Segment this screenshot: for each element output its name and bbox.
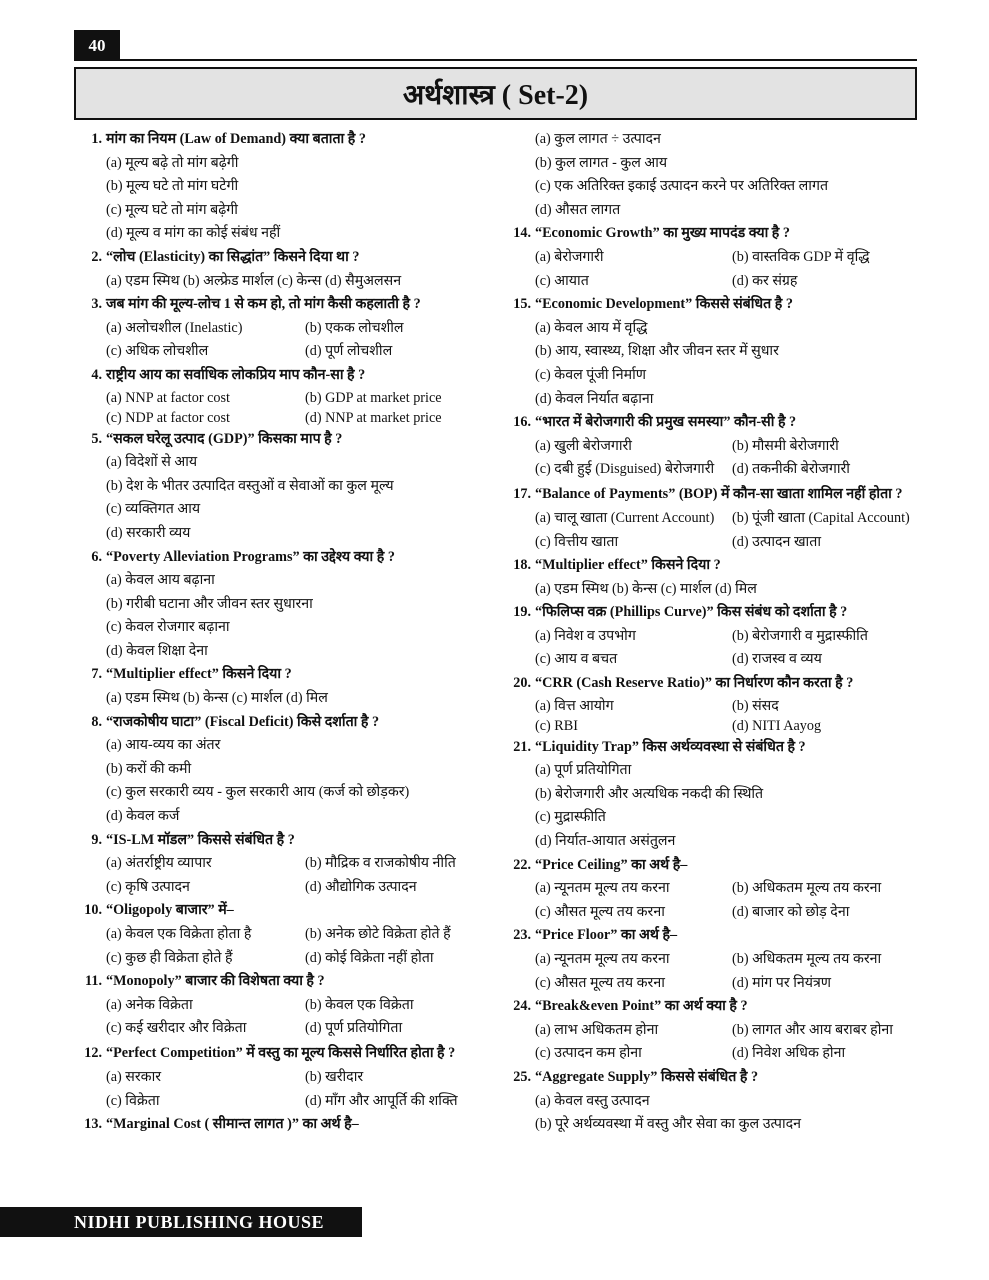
option-d: (d) माँग और आपूर्ति की शक्ति: [305, 1092, 458, 1109]
question-number: 19.: [513, 604, 531, 621]
option-d: (d) कोई विक्रेता नहीं होता: [305, 949, 434, 966]
option-pair: [76, 1066, 494, 1090]
option-b: (b) खरीदार: [305, 1068, 364, 1085]
option-pair: [76, 317, 494, 341]
question-text: “भारत में बेरोजगारी की प्रमुख समस्या” कौन-सी है ?: [535, 414, 797, 431]
question-15: [505, 293, 917, 317]
option-a: (a) न्यूनतम मूल्य तय करना: [535, 880, 670, 897]
question-13: [76, 1113, 494, 1137]
option-b: (b) वास्तविक GDP में वृद्धि: [732, 248, 870, 265]
option-pair: [76, 923, 494, 947]
option-a: (a) न्यूनतम मूल्य तय करना: [535, 951, 670, 967]
option-a: (a) NNP at factor cost: [106, 389, 230, 406]
question-number: 23.: [513, 927, 531, 944]
option-a: (a) बेरोजगारी: [535, 248, 604, 265]
question-text: “सकल घरेलू उत्पाद (GDP)” किसका माप है ?: [106, 430, 343, 447]
option-c: (c) दबी हुई (Disguised) बेरोजगारी: [535, 461, 715, 478]
options-inline: (a) एडम स्मिथ (b) केन्स (c) मार्शल (d) मिल: [106, 690, 328, 707]
question-2: [76, 246, 494, 270]
option-b: (b) मौद्रिक व राजकोषीय नीति: [305, 855, 456, 872]
option-a: (a) केवल एक विक्रेता होता है: [106, 926, 252, 942]
question-text: “Monopoly” बाजार की विशेषता क्या है ?: [106, 973, 325, 990]
option-a: (a) आय-व्यय का अंतर: [106, 737, 221, 754]
option-a: (a) केवल वस्तु उत्पादन: [535, 1092, 650, 1109]
option-d: (d) औसत लागत: [535, 201, 621, 218]
question-text: “Economic Development” किससे संबंधित है ?: [535, 296, 793, 313]
option-a: (a) केवल आय बढ़ाना: [106, 572, 215, 589]
option-b: (b) करों की कमी: [106, 760, 192, 777]
question-7: [76, 663, 494, 687]
question-19: [505, 601, 917, 625]
option-pair: [505, 716, 917, 736]
option-b: (b) पूंजी खाता (Capital Account): [732, 509, 910, 526]
question-number: 1.: [91, 131, 102, 147]
question-number: 16.: [513, 414, 531, 431]
option-a: (a) निवेश व उपभोग: [535, 627, 636, 644]
option-pair: [505, 246, 917, 270]
option-d: (d) औद्योगिक उत्पादन: [305, 878, 417, 895]
question-text: “Oligopoly बाजार” में–: [106, 902, 234, 919]
question-4: [76, 364, 494, 388]
question-text: “Poverty Alleviation Programs” का उद्देश्य क्या है ?: [106, 548, 395, 565]
option-c: (c) औसत मूल्य तय करना: [535, 974, 665, 991]
question-number: 17.: [513, 485, 531, 502]
option-pair: [505, 877, 917, 901]
option-pair: [505, 507, 917, 531]
option-d: (d) NNP at market price: [305, 409, 442, 426]
option-pair: [76, 340, 494, 364]
option-a: (a) अंतर्राष्ट्रीय व्यापार: [106, 855, 212, 872]
publisher-footer: NIDHI PUBLISHING HOUSE: [0, 1207, 362, 1237]
option-pair: [76, 388, 494, 408]
question-text: राष्ट्रीय आय का सर्वाधिक लोकप्रिय माप कौन-सा है ?: [106, 366, 366, 383]
question-16: [505, 411, 917, 435]
question-text: “Aggregate Supply” किससे संबंधित है ?: [535, 1068, 759, 1085]
question-number: 25.: [513, 1068, 531, 1085]
option-c: (c) कुल सरकारी व्यय - कुल सरकारी आय (कर्ज को छोड़कर): [106, 784, 410, 801]
option-c: (c) विक्रेता: [106, 1092, 160, 1109]
option-b: (b) पूरे अर्थव्यवस्था में वस्तु और सेवा का कुल उत्पादन: [535, 1116, 802, 1133]
question-number: 3.: [91, 296, 102, 313]
option-d: (d) सरकारी व्यय: [106, 524, 191, 541]
option-b: (b) बेरोजगारी और अत्यधिक नकदी की स्थिति: [535, 785, 764, 802]
page-title: अर्थशास्त्र ( Set-2): [402, 79, 589, 111]
question-number: 8.: [91, 713, 102, 730]
question-number: 15.: [513, 296, 531, 313]
option-a: (a) मूल्य बढ़े तो मांग बढ़ेगी: [106, 154, 239, 171]
option-b: (b) GDP at market price: [305, 389, 442, 406]
top-rule: [74, 59, 917, 61]
option-b: (b) गरीबी घटाना और जीवन स्तर सुधारना: [106, 595, 313, 612]
question-number: 24.: [513, 998, 531, 1015]
option-pair: [505, 435, 917, 459]
option-pair: [505, 972, 917, 996]
option-a: (a) वित्त आयोग: [535, 697, 614, 714]
option-pair: [505, 531, 917, 555]
question-18: [505, 554, 917, 578]
option-d: (d) पूर्ण लोचशील: [305, 343, 393, 360]
question-22: [505, 854, 917, 878]
question-11: [76, 970, 494, 994]
option-pair: [505, 1019, 917, 1043]
option-b: (b) लागत और आय बराबर होना: [732, 1021, 893, 1038]
option-a: (a) अनेक विक्रेता: [106, 996, 193, 1013]
option-d: (d) केवल निर्यात बढ़ाना: [535, 390, 654, 407]
option-c: (c) RBI: [535, 717, 578, 734]
option-b: (b) देश के भीतर उत्पादित वस्तुओं व सेवाओं का कुल मूल्य: [106, 477, 394, 494]
option-d: (d) तकनीकी बेरोजगारी: [732, 461, 850, 478]
option-b: (b) आय, स्वास्थ्य, शिक्षा और जीवन स्तर में सुधार: [535, 343, 779, 360]
option-d: (d) केवल कर्ज: [106, 808, 180, 825]
option-c: (c) आयात: [535, 272, 589, 289]
option-c: (c) केवल पूंजी निर्माण: [535, 366, 647, 383]
question-number: 22.: [513, 856, 531, 873]
question-text: “Perfect Competition” में वस्तु का मूल्य किससे निर्धारित होता है ?: [106, 1044, 456, 1061]
question-number: 7.: [91, 666, 102, 683]
question-text: “Price Floor” का अर्थ है–: [535, 927, 678, 944]
option-b: (b) अधिकतम मूल्य तय करना: [732, 951, 882, 967]
option-d: (d) मांग पर नियंत्रण: [732, 974, 832, 991]
option-c: (c) कुछ ही विक्रेता होते हैं: [106, 949, 233, 966]
question-8: [76, 711, 494, 735]
option-a: (a) लाभ अधिकतम होना: [535, 1021, 659, 1038]
option-c: (c) उत्पादन कम होना: [535, 1045, 642, 1062]
question-text: मांग का नियम (Law of Demand) क्या बताता है ?: [106, 131, 366, 147]
question-25: [505, 1066, 917, 1090]
question-text: “Break&even Point” का अर्थ क्या है ?: [535, 998, 748, 1015]
option-d: (d) उत्पादन खाता: [732, 533, 821, 550]
question-number: 12.: [84, 1044, 102, 1061]
option-d: (d) मूल्य व मांग का कोई संबंध नहीं: [106, 225, 281, 242]
option-a: (a) पूर्ण प्रतियोगिता: [535, 762, 632, 779]
question-10: [76, 899, 494, 923]
question-number: 5.: [91, 430, 102, 447]
option-b: (b) कुल लागत - कुल आय: [535, 154, 668, 171]
option-b: (b) केवल एक विक्रेता: [305, 996, 414, 1013]
option-d: (d) निवेश अधिक होना: [732, 1045, 846, 1062]
option-d: (d) केवल शिक्षा देना: [106, 642, 208, 659]
option-c: (c) औसत मूल्य तय करना: [535, 903, 665, 920]
question-text: “Marginal Cost ( सीमान्त लागत )” का अर्थ है–: [106, 1116, 359, 1133]
options-inline: (a) एडम स्मिथ (b) केन्स (c) मार्शल (d) मिल: [535, 580, 757, 597]
option-pair: [76, 1090, 494, 1114]
option-pair: [76, 1017, 494, 1041]
question-text: “Multiplier effect” किसने दिया ?: [106, 666, 292, 683]
question-1: [76, 128, 494, 152]
option-b: (b) मौसमी बेरोजगारी: [732, 437, 839, 454]
question-24: [505, 995, 917, 1019]
question-text: “Balance of Payments” (BOP) में कौन-सा खाता शामिल नहीं होता ?: [535, 485, 903, 502]
option-c: (c) व्यक्तिगत आय: [106, 501, 201, 518]
option-a: (a) कुल लागत ÷ उत्पादन: [535, 131, 661, 147]
question-14: [505, 222, 917, 246]
option-b: (b) मूल्य घटे तो मांग घटेगी: [106, 178, 239, 195]
option-b: (b) बेरोजगारी व मुद्रास्फीति: [732, 627, 868, 644]
option-d: (d) राजस्व व व्यय: [732, 651, 822, 668]
question-text: “राजकोषीय घाटा” (Fiscal Deficit) किसे दर्शाता है ?: [106, 713, 380, 730]
option-pair: [505, 270, 917, 294]
option-d: (d) बाजार को छोड़ देना: [732, 903, 850, 920]
question-number: 18.: [513, 557, 531, 574]
question-3: [76, 293, 494, 317]
option-b: (b) एकक लोचशील: [305, 319, 404, 336]
question-number: 9.: [91, 831, 102, 848]
option-c: (c) NDP at factor cost: [106, 409, 230, 426]
option-pair: [505, 948, 917, 972]
question-21: [505, 736, 917, 760]
question-23: [505, 924, 917, 948]
option-pair: [505, 696, 917, 716]
option-a: (a) खुली बेरोजगारी: [535, 437, 632, 454]
option-c: (c) केवल रोजगार बढ़ाना: [106, 619, 230, 636]
question-9: [76, 829, 494, 853]
question-number: 14.: [513, 225, 531, 242]
question-20: [505, 672, 917, 696]
left-column: [76, 128, 494, 1137]
option-d: (d) कर संग्रह: [732, 272, 798, 289]
question-text: “IS-LM मॉडल” किससे संबंधित है ?: [106, 831, 295, 848]
option-c: (c) आय व बचत: [535, 651, 618, 668]
option-c: (c) एक अतिरिक्त इकाई उत्पादन करने पर अतिरिक्त लागत: [535, 178, 829, 195]
option-a: (a) अलोचशील (Inelastic): [106, 319, 243, 336]
option-pair: [76, 852, 494, 876]
question-number: 10.: [84, 902, 102, 919]
question-17: [505, 482, 917, 507]
page-number: 40: [74, 30, 120, 60]
option-c: (c) मूल्य घटे तो मांग बढ़ेगी: [106, 201, 238, 218]
options-inline: (a) एडम स्मिथ (b) अल्फ्रेड मार्शल (c) केन्स (d) सैमुअलसन: [106, 272, 402, 289]
question-12: [76, 1041, 494, 1066]
option-pair: [505, 458, 917, 482]
right-column: [505, 128, 917, 1137]
option-pair: [76, 876, 494, 900]
option-b: (b) अधिकतम मूल्य तय करना: [732, 880, 882, 897]
question-text: “Economic Growth” का मुख्य मापदंड क्या है ?: [535, 225, 790, 242]
option-pair: [76, 408, 494, 428]
option-a: (a) चालू खाता (Current Account): [535, 509, 715, 526]
option-d: (d) NITI Aayog: [732, 717, 822, 734]
question-text: जब मांग की मूल्य-लोच 1 से कम हो, तो मांग कैसी कहलाती है ?: [106, 296, 421, 313]
question-text: “Multiplier effect” किसने दिया ?: [535, 557, 721, 574]
option-pair: [505, 648, 917, 672]
option-pair: [76, 947, 494, 971]
question-text: “लोच (Elasticity) का सिद्धांत” किसने दिया था ?: [106, 248, 360, 265]
question-text: “Liquidity Trap” किस अर्थव्यवस्था से संबंधित है ?: [535, 738, 806, 755]
question-number: 11.: [85, 973, 102, 990]
option-c: (c) वित्तीय खाता: [535, 533, 619, 550]
question-number: 21.: [513, 738, 531, 755]
option-a: (a) केवल आय में वृद्धि: [535, 319, 648, 336]
option-c: (c) कई खरीदार और विक्रेता: [106, 1020, 247, 1037]
option-c: (c) अधिक लोचशील: [106, 343, 209, 360]
option-c: (c) मुद्रास्फीति: [535, 809, 606, 826]
option-a: (a) विदेशों से आय: [106, 454, 198, 471]
question-number: 13.: [84, 1116, 102, 1133]
option-pair: [76, 994, 494, 1018]
question-text: “फिलिप्स वक्र (Phillips Curve)” किस संबंध को दर्शाता है ?: [535, 604, 848, 621]
title-box: [74, 67, 917, 120]
option-a: (a) सरकार: [106, 1068, 162, 1085]
option-b: (b) संसद: [732, 697, 779, 714]
question-6: [76, 546, 494, 570]
question-text: “CRR (Cash Reserve Ratio)” का निर्धारण कौन करता है ?: [535, 675, 854, 692]
option-d: (d) पूर्ण प्रतियोगिता: [305, 1020, 403, 1037]
option-d: (d) निर्यात-आयात असंतुलन: [535, 833, 676, 850]
option-c: (c) कृषि उत्पादन: [106, 878, 190, 895]
question-number: 4.: [91, 366, 102, 383]
option-pair: [505, 1042, 917, 1066]
question-number: 20.: [513, 675, 531, 692]
question-5: [76, 428, 494, 452]
option-pair: [505, 625, 917, 649]
option-pair: [505, 901, 917, 925]
question-text: “Price Ceiling” का अर्थ है–: [535, 856, 688, 873]
option-b: (b) अनेक छोटे विक्रेता होते हैं: [305, 926, 451, 942]
question-number: 2.: [91, 248, 102, 265]
question-number: 6.: [91, 548, 102, 565]
